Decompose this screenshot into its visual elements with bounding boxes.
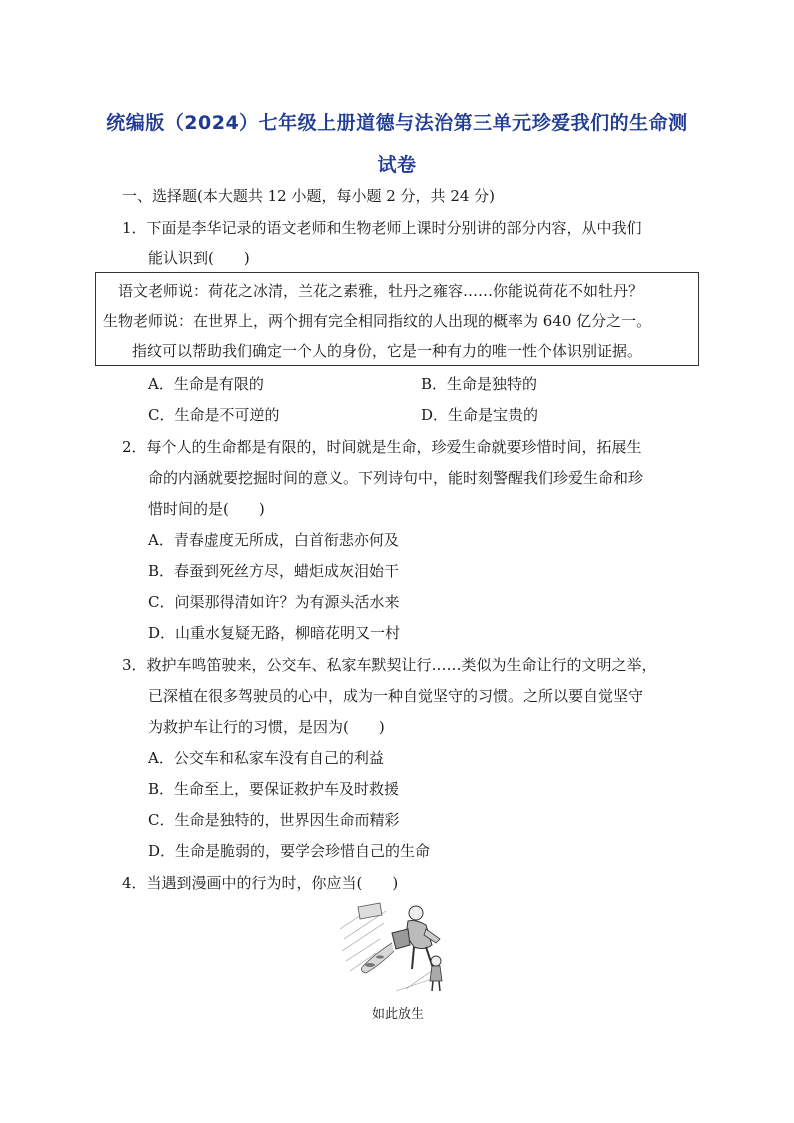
q4-cartoon-image: [336, 899, 460, 995]
q1-box-line1: 语文老师说：荷花之冰清，兰花之素雅，牡丹之雍容……你能说荷花不如牡丹？: [118, 282, 644, 300]
q2-option-a: A．青春虚度无所成，白首衔悲亦何及: [148, 531, 399, 549]
q2-stem-line2: 命的内涵就要挖掘时间的意义。下列诗句中，能时刻警醒我们珍爱生命和珍: [148, 469, 644, 487]
q2-option-d: D．山重水复疑无路，柳暗花明又一村: [148, 624, 401, 642]
q1-box-line3: 指纹可以帮助我们确定一个人的身份，它是一种有力的唯一性个体识别证据。: [132, 342, 643, 360]
q2-stem-line1: 2．每个人的生命都是有限的，时间就是生命，珍爱生命就要珍惜时间，拓展生: [122, 438, 642, 456]
q3-option-a: A．公交车和私家车没有自己的利益: [148, 749, 384, 767]
q4-stem: 4．当遇到漫画中的行为时，你应当( ): [122, 874, 399, 892]
exam-title-line2: 试卷: [377, 154, 417, 176]
q2-option-c: C．问渠那得清如许？为有源头活水来: [148, 593, 400, 611]
q1-option-c: C．生命是不可逆的: [148, 406, 280, 424]
cartoon-illustration: [336, 899, 460, 995]
q3-option-c: C．生命是独特的，世界因生命而精彩: [148, 811, 400, 829]
exam-title-line1: 统编版（2024）七年级上册道德与法治第三单元珍爱我们的生命测: [106, 112, 688, 134]
q1-option-d: D．生命是宝贵的: [421, 406, 539, 424]
q3-stem-line3: 为救护车让行的习惯，是因为( ): [148, 718, 385, 736]
q3-option-d: D．生命是脆弱的，要学会珍惜自己的生命: [148, 842, 431, 860]
section-heading: 一、选择题(本大题共 12 小题，每小题 2 分，共 24 分): [122, 187, 496, 205]
q1-stem-line2: 能认识到( ): [148, 249, 250, 267]
q1-option-a: A．生命是有限的: [148, 375, 264, 393]
q1-box-line2: 生物老师说：在世界上，两个拥有完全相同指纹的人出现的概率为 640 亿分之一。: [103, 312, 652, 330]
q2-option-b: B．春蚕到死丝方尽，蜡炬成灰泪始干: [148, 562, 400, 580]
q3-stem-line1: 3．救护车鸣笛驶来，公交车、私家车默契让行……类似为生命让行的文明之举，: [122, 656, 657, 674]
q4-cartoon-caption: 如此放生: [371, 1007, 424, 1022]
q1-quote-box: [95, 272, 699, 366]
q3-stem-line2: 已深植在很多驾驶员的心中，成为一种自觉坚守的习惯。之所以要自觉坚守: [148, 687, 644, 705]
q3-option-b: B．生命至上，要保证救护车及时救援: [148, 780, 400, 798]
q1-option-b: B．生命是独特的: [421, 375, 538, 393]
q2-stem-line3: 惜时间的是( ): [148, 500, 265, 518]
q1-stem-line1: 1．下面是李华记录的语文老师和生物老师上课时分别讲的部分内容，从中我们: [122, 219, 642, 237]
